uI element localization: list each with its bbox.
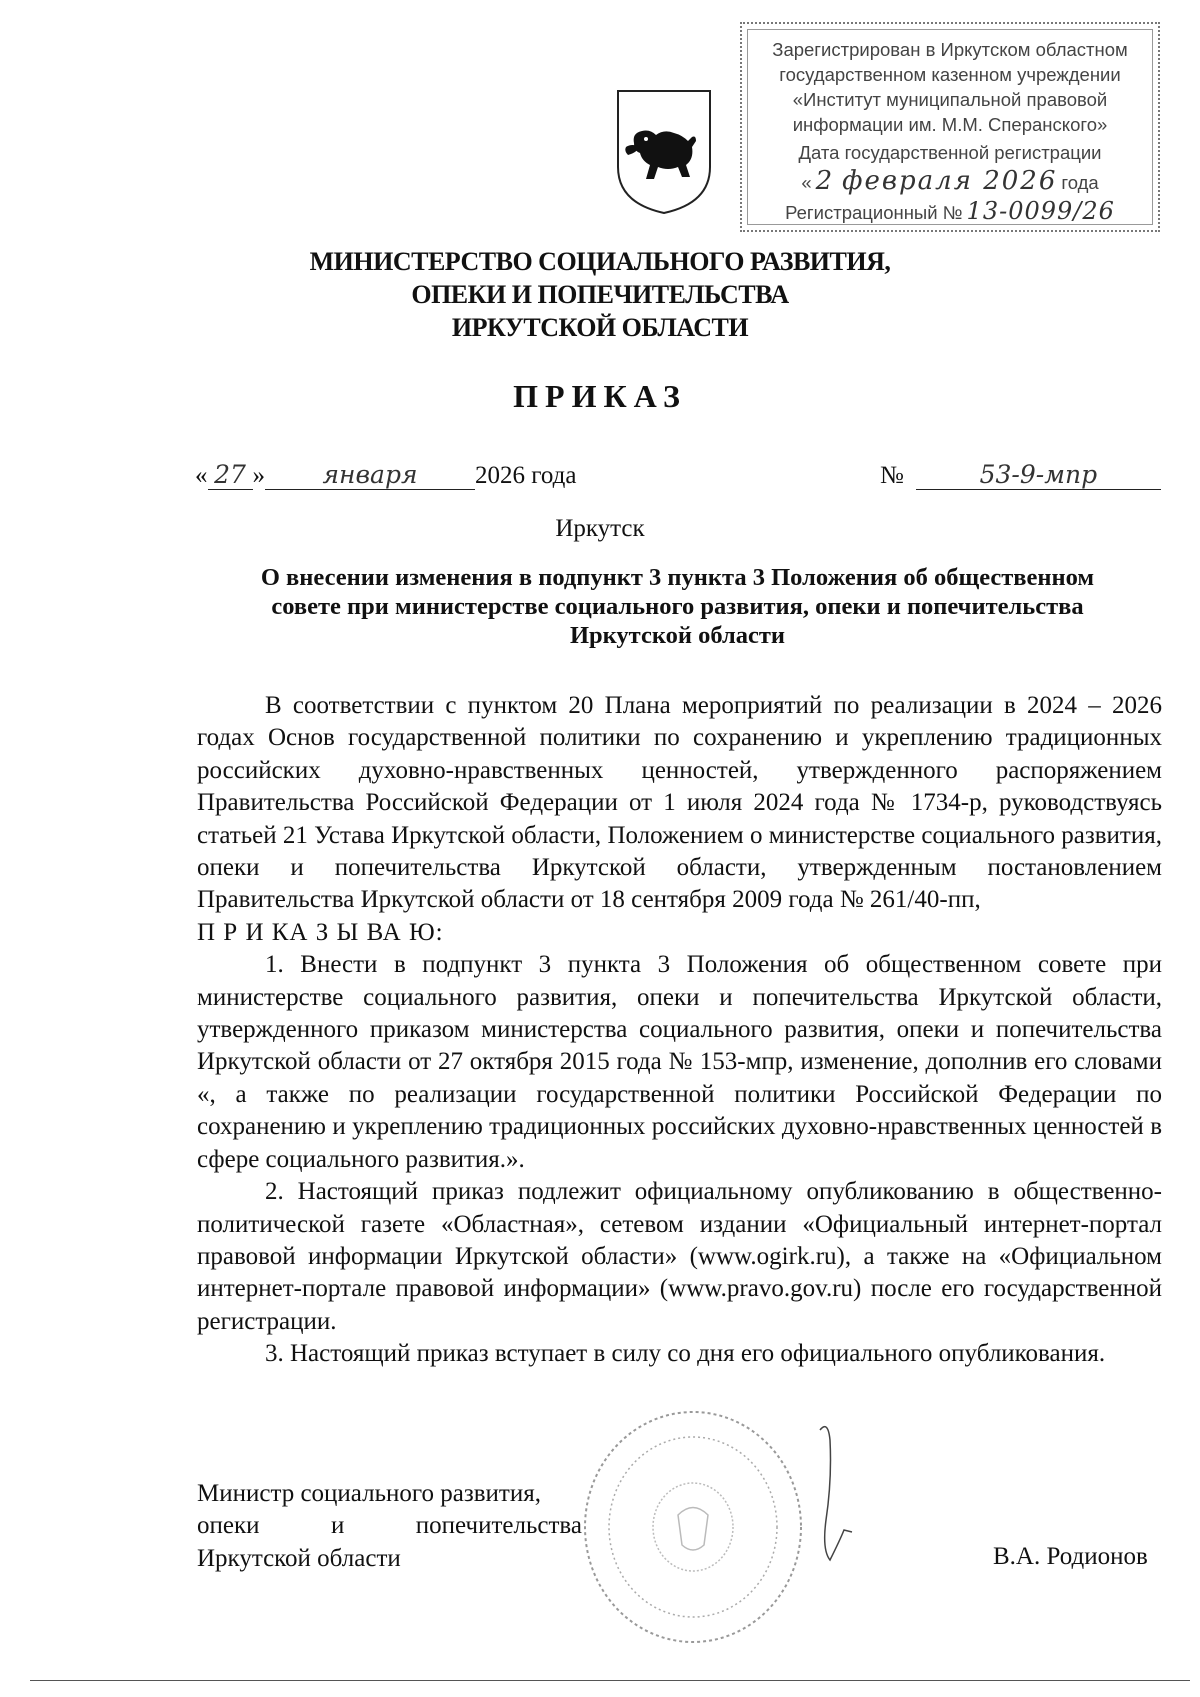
handwritten-signature bbox=[800, 1420, 860, 1570]
position-line-3: Иркутской области bbox=[197, 1544, 401, 1572]
date-close-quote: » bbox=[252, 462, 265, 489]
signer-position bbox=[197, 1478, 582, 1575]
ministry-line-1: МИНИСТЕРСТВО СОЦИАЛЬНОГО РАЗВИТИЯ, bbox=[309, 247, 891, 276]
number-handwritten: 53-9-мпр bbox=[916, 460, 1161, 490]
stamp-date-open: « bbox=[801, 172, 812, 193]
document-type-title: ПРИКАЗ bbox=[513, 378, 687, 414]
order-body bbox=[197, 690, 1162, 1371]
subject-line-3: Иркутской области bbox=[569, 622, 786, 649]
ministry-header bbox=[0, 245, 1200, 344]
stamp-registration-number bbox=[748, 199, 1152, 225]
order-date bbox=[195, 460, 576, 490]
order-number bbox=[880, 460, 1161, 490]
order-word: П Р И КА З Ы ВА Ю: bbox=[197, 918, 444, 946]
stamp-regnum-handwritten: 13-0099/26 bbox=[966, 197, 1115, 225]
registration-stamp bbox=[740, 22, 1160, 232]
preamble-paragraph: В соответствии с пунктом 20 Плана мероприятий по реализации в 2024 – 2026 годах Основ государственной политики по сохранению и укреплению традиционных российских духовно-нравственных ценностей, утвержденного распоряжением Правительства Российской Федерации от 1 июля 2024 года № 1734-р, руководствуясь статьей 21 Устава Иркутской области, Положением о министерстве социального развития, опеки и попечительства Иркутской области, утвержденным постановлением Правительства Иркутской области от 18 сентября 2009 года № 261/40-пп, bbox=[197, 692, 1162, 914]
date-open-quote: « bbox=[195, 462, 208, 489]
number-label: № bbox=[880, 462, 904, 489]
position-word-1: опеки bbox=[197, 1512, 260, 1540]
position-line-2 bbox=[197, 1510, 582, 1542]
stamp-line-2: государственном казенном учреждении bbox=[779, 64, 1121, 85]
stamp-line-4: информации им. М.М. Сперанского» bbox=[792, 114, 1108, 135]
stamp-date-suffix: года bbox=[1061, 172, 1099, 193]
stamp-line-3: «Институт муниципальной правовой bbox=[792, 89, 1108, 110]
date-year: 2026 года bbox=[475, 462, 577, 489]
stamp-date-day-handwritten: 2 bbox=[815, 166, 835, 196]
stamp-line-5: Дата государственной регистрации bbox=[798, 142, 1102, 163]
stamp-line-1: Зарегистрирован в Иркутском областном bbox=[772, 39, 1128, 60]
date-month-handwritten: января bbox=[265, 460, 475, 490]
official-seal-icon bbox=[578, 1405, 808, 1650]
stamp-date-month-handwritten: февраля 2026 bbox=[842, 166, 1058, 196]
item-3-paragraph: 3. Настоящий приказ вступает в силу со дня его официального опубликования. bbox=[265, 1340, 1106, 1368]
ministry-line-3: ИРКУТСКОЙ ОБЛАСТИ bbox=[451, 313, 749, 342]
subject-line-1: О внесении изменения в подпункт 3 пункта 3 Положения об общественном bbox=[260, 564, 1095, 591]
item-1-paragraph: 1. Внести в подпункт 3 пункта 3 Положения об общественном совете при министерстве социального развития, опеки и попечительства Иркутской области, утвержденного приказом министерства социального развития, опеки и попечительства Иркутской области от 27 октября 2015 года № 153-мпр, изменение, дополнив его словами «, а также по реализации государственной политики Российской Федерации по сохранению и укреплению традиционных российских духовно-нравственных ценностей в сфере социального развития.». bbox=[197, 951, 1162, 1173]
item-2-paragraph: 2. Настоящий приказ подлежит официальному опубликованию в общественно-политической газете «Областная», сетевом издании «Официальный интернет-портал правовой информации Иркутской области» (www.ogirk.ru), а также на «Официальном интернет-портале правовой информации» (www.pravo.gov.ru) после его государственной регистрации. bbox=[197, 1178, 1162, 1335]
signer-name: В.А. Родионов bbox=[993, 1543, 1148, 1570]
city: Иркутск bbox=[555, 515, 645, 542]
stamp-registration-date bbox=[748, 166, 1152, 196]
position-line-1: Министр социального развития, bbox=[197, 1480, 541, 1507]
ministry-line-2: ОПЕКИ И ПОПЕЧИТЕЛЬСТВА bbox=[411, 280, 789, 309]
bottom-divider bbox=[30, 1680, 1190, 1681]
coat-of-arms-icon bbox=[612, 85, 716, 217]
date-day-handwritten: 27 bbox=[208, 460, 253, 490]
position-word-2: и bbox=[330, 1512, 345, 1540]
stamp-regnum-label: Регистрационный № bbox=[785, 202, 963, 223]
position-word-3: попечительства bbox=[415, 1512, 582, 1540]
order-subject bbox=[195, 563, 1160, 650]
subject-line-2: совете при министерстве социального развития, опеки и попечительства bbox=[271, 593, 1084, 620]
registration-stamp-inner bbox=[747, 29, 1153, 225]
